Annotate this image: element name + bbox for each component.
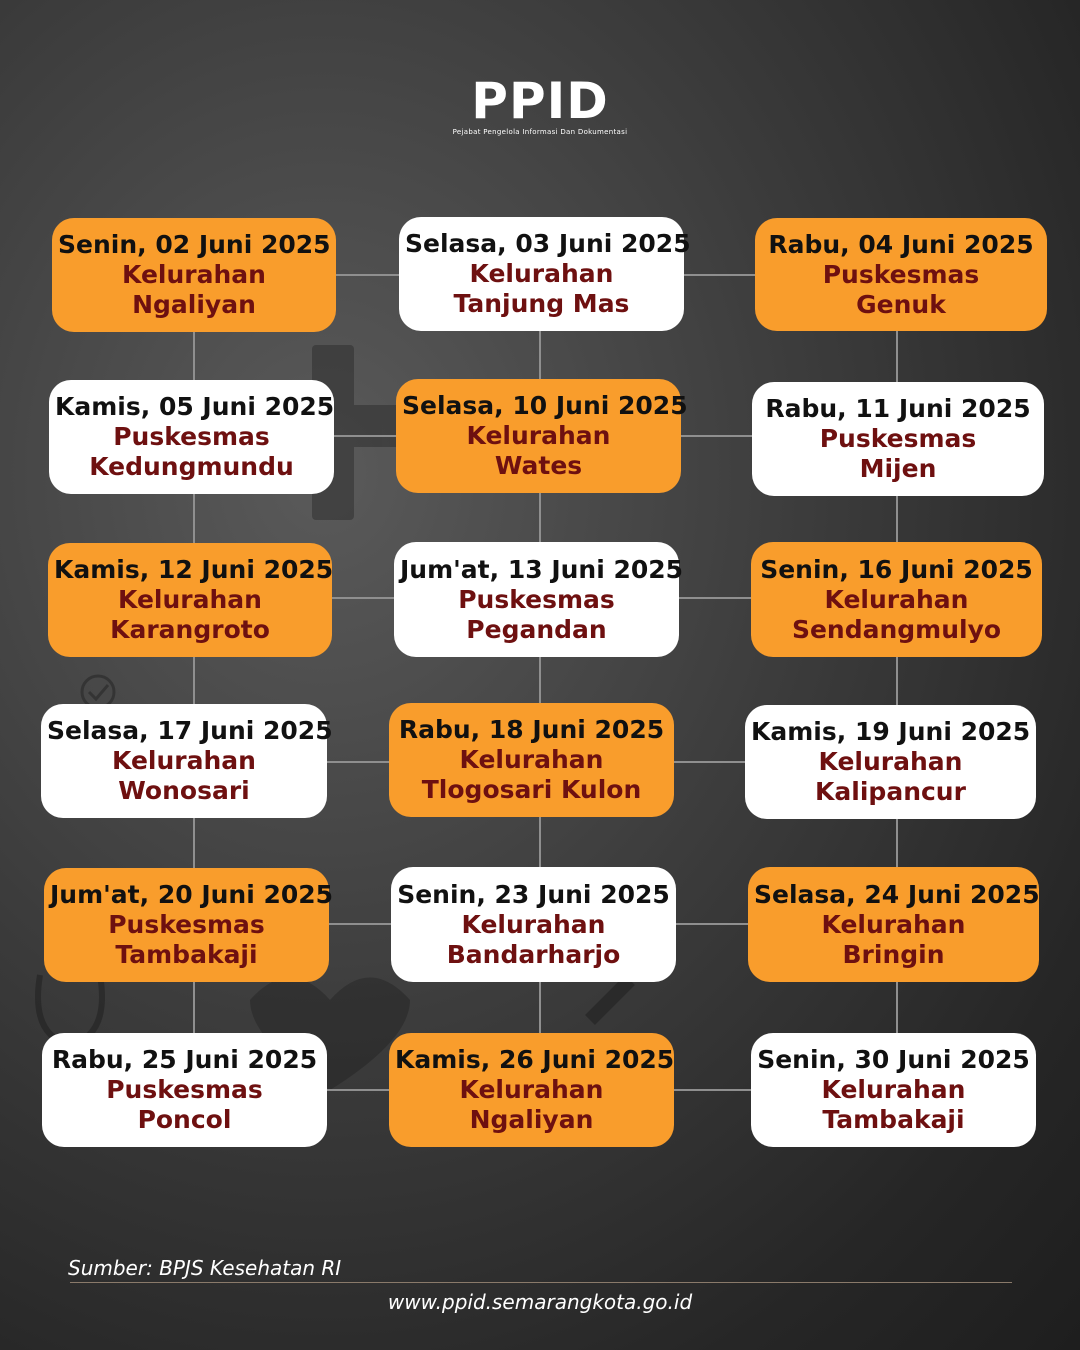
card-location: Kalipancur [815, 777, 966, 806]
schedule-card [396, 379, 688, 493]
card-date: Jum'at, 13 Juni 2025 [400, 554, 684, 584]
card-date: Senin, 23 Juni 2025 [397, 879, 670, 909]
card-location: Karangroto [110, 615, 270, 644]
schedule-card [751, 542, 1042, 657]
footer-divider [70, 1282, 1012, 1283]
card-facility-type: Kelurahan [818, 747, 963, 776]
card-facility-type: Puskesmas [819, 424, 977, 453]
card-facility-type: Kelurahan [821, 1075, 966, 1104]
card-date: Selasa, 17 Juni 2025 [47, 716, 333, 745]
card-facility-type: Puskesmas [106, 1075, 263, 1104]
card-date: Senin, 30 Juni 2025 [757, 1045, 1030, 1074]
card-location: Tlogosari Kulon [421, 775, 642, 804]
card-location: Poncol [137, 1105, 232, 1134]
card-facility-type: Kelurahan [122, 260, 266, 289]
card-facility-type: Kelurahan [112, 746, 256, 775]
schedule-card [399, 217, 691, 331]
card-facility-type: Puskesmas [108, 910, 265, 939]
card-location: Kedungmundu [89, 452, 294, 481]
schedule-card [44, 868, 334, 982]
card-location: Wonosari [118, 776, 250, 805]
card-date: Kamis, 19 Juni 2025 [751, 717, 1031, 746]
card-location: Wates [494, 451, 583, 480]
card-date: Kamis, 05 Juni 2025 [55, 392, 335, 421]
card-location: Tambakaji [115, 940, 258, 969]
schedule-card [752, 382, 1044, 496]
card-location: Mijen [859, 454, 937, 483]
card-location: Genuk [856, 289, 946, 319]
website-url: www.ppid.semarangkota.go.id [387, 1290, 693, 1314]
card-facility-type: Puskesmas [458, 584, 615, 614]
card-date: Selasa, 24 Juni 2025 [754, 879, 1040, 909]
schedule-card [48, 543, 332, 657]
card-date: Jum'at, 20 Juni 2025 [50, 880, 334, 909]
card-date: Kamis, 12 Juni 2025 [54, 555, 334, 584]
card-facility-type: Kelurahan [469, 259, 614, 288]
card-location: Pegandan [466, 614, 607, 644]
schedule-card [41, 704, 333, 818]
schedule-card [42, 1033, 327, 1147]
card-date: Senin, 16 Juni 2025 [760, 554, 1033, 584]
logo-subtitle: Pejabat Pengelola Informasi Dan Dokumentasi [452, 128, 628, 136]
card-location: Sendangmulyo [791, 614, 1002, 644]
card-date: Rabu, 04 Juni 2025 [768, 229, 1034, 259]
card-facility-type: Puskesmas [822, 259, 980, 289]
schedule-card [49, 380, 334, 494]
card-facility-type: Kelurahan [118, 585, 262, 614]
schedule-card [394, 542, 684, 657]
schedule-card [751, 1033, 1036, 1147]
card-facility-type: Kelurahan [459, 745, 604, 774]
logo-title: PPID [471, 72, 609, 130]
schedule-card [52, 218, 336, 332]
card-location: Tambakaji [822, 1105, 965, 1134]
card-date: Selasa, 03 Juni 2025 [405, 229, 691, 258]
schedule-card [745, 705, 1036, 819]
card-date: Senin, 02 Juni 2025 [58, 230, 331, 259]
schedule-card [391, 867, 676, 982]
card-facility-type: Kelurahan [824, 584, 969, 614]
card-date: Rabu, 11 Juni 2025 [765, 394, 1031, 423]
card-facility-type: Kelurahan [821, 909, 966, 939]
card-location: Bandarharjo [446, 939, 621, 969]
card-date: Selasa, 10 Juni 2025 [402, 391, 688, 420]
card-facility-type: Kelurahan [461, 909, 606, 939]
card-date: Rabu, 18 Juni 2025 [398, 715, 665, 744]
schedule-card [389, 703, 674, 817]
card-location: Tanjung Mas [453, 289, 630, 318]
card-date: Kamis, 26 Juni 2025 [395, 1045, 675, 1074]
card-facility-type: Kelurahan [459, 1075, 604, 1104]
card-location: Ngaliyan [469, 1105, 594, 1134]
schedule-card [389, 1033, 674, 1147]
card-location: Ngaliyan [132, 290, 256, 319]
card-facility-type: Kelurahan [466, 421, 611, 450]
card-location: Bringin [842, 939, 945, 969]
source-credit: Sumber: BPJS Kesehatan RI [68, 1256, 342, 1280]
schedule-card [755, 218, 1047, 331]
schedule-card [748, 867, 1039, 982]
card-facility-type: Puskesmas [113, 422, 270, 451]
card-date: Rabu, 25 Juni 2025 [51, 1045, 318, 1074]
